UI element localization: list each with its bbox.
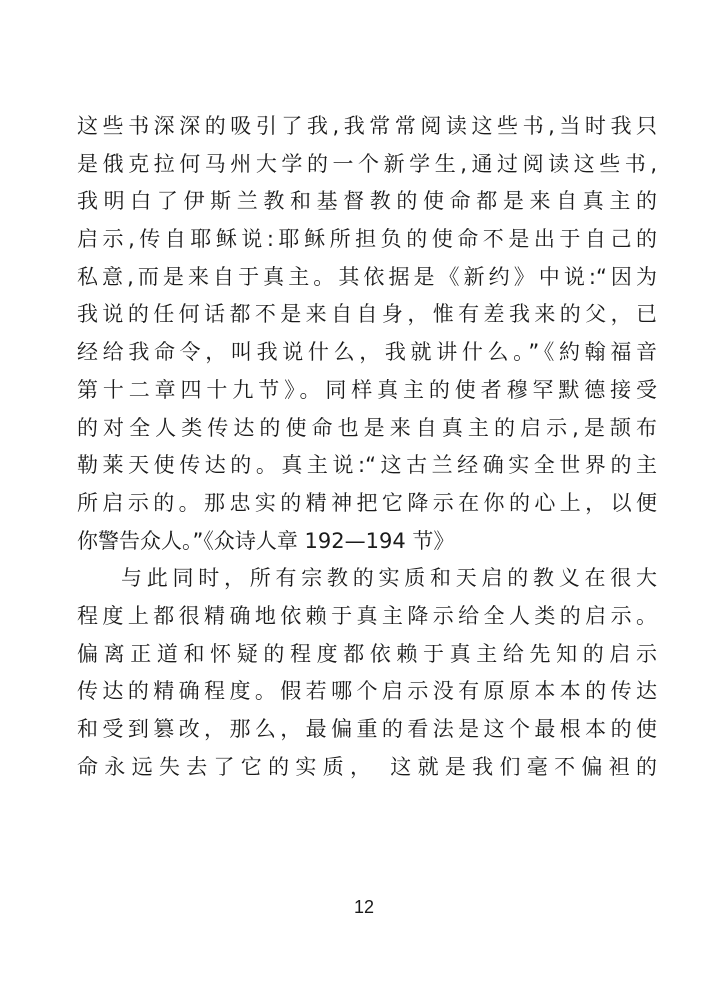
page-number: 12	[353, 897, 375, 917]
text-line: 私意,而是来自于真主。其依据是《新约》中说:“因为	[77, 264, 657, 289]
text-line: 你警告众人。”《众诗人章 192—194 节》	[77, 528, 455, 553]
text-line: 和受到篡改，那么，最偏重的看法是这个最根本的使	[77, 717, 657, 741]
text-line: 所启示的。那忠实的精神把它降示在你的心上，以便	[77, 490, 657, 515]
text-line: 启示,传自耶稣说:耶稣所担负的使命不是出于自己的	[77, 227, 657, 252]
text-line: 勒莱天使传达的。真主说:“这古兰经确实全世界的主	[77, 453, 657, 478]
text-line: 的对全人类传达的使命也是来自真主的启示,是颉布	[77, 415, 657, 440]
text-line: 偏离正道和怀疑的程度都依赖于真主给先知的启示	[77, 641, 657, 666]
text-line: 我明白了伊斯兰教和基督教的使命都是来自真主的	[77, 189, 657, 214]
text-line: 经给我命令，叫我说什么，我就讲什么。”《約翰福音	[77, 340, 657, 365]
text-line: 我说的任何话都不是来自自身，惟有差我来的父，已	[77, 302, 657, 327]
text-line: 第十二章四十九节》。同样真主的使者穆罕默德接受	[77, 377, 657, 402]
text-line: 这些书深深的吸引了我,我常常阅读这些书,当时我只	[77, 114, 657, 138]
paragraph-first-line: 与此同时，所有宗教的实质和天启的教义在很大	[121, 566, 657, 591]
text-line: 是俄克拉何马州大学的一个新学生,通过阅读这些书,	[77, 151, 657, 176]
text-line: 命永远失去了它的实质， 这就是我们毫不偏袒的	[77, 754, 657, 779]
body-text	[77, 108, 657, 786]
text-line: 程度上都很精确地依赖于真主降示给全人类的启示。	[77, 603, 657, 628]
text-line: 传达的精确程度。假若哪个启示没有原原本本的传达	[77, 679, 657, 704]
